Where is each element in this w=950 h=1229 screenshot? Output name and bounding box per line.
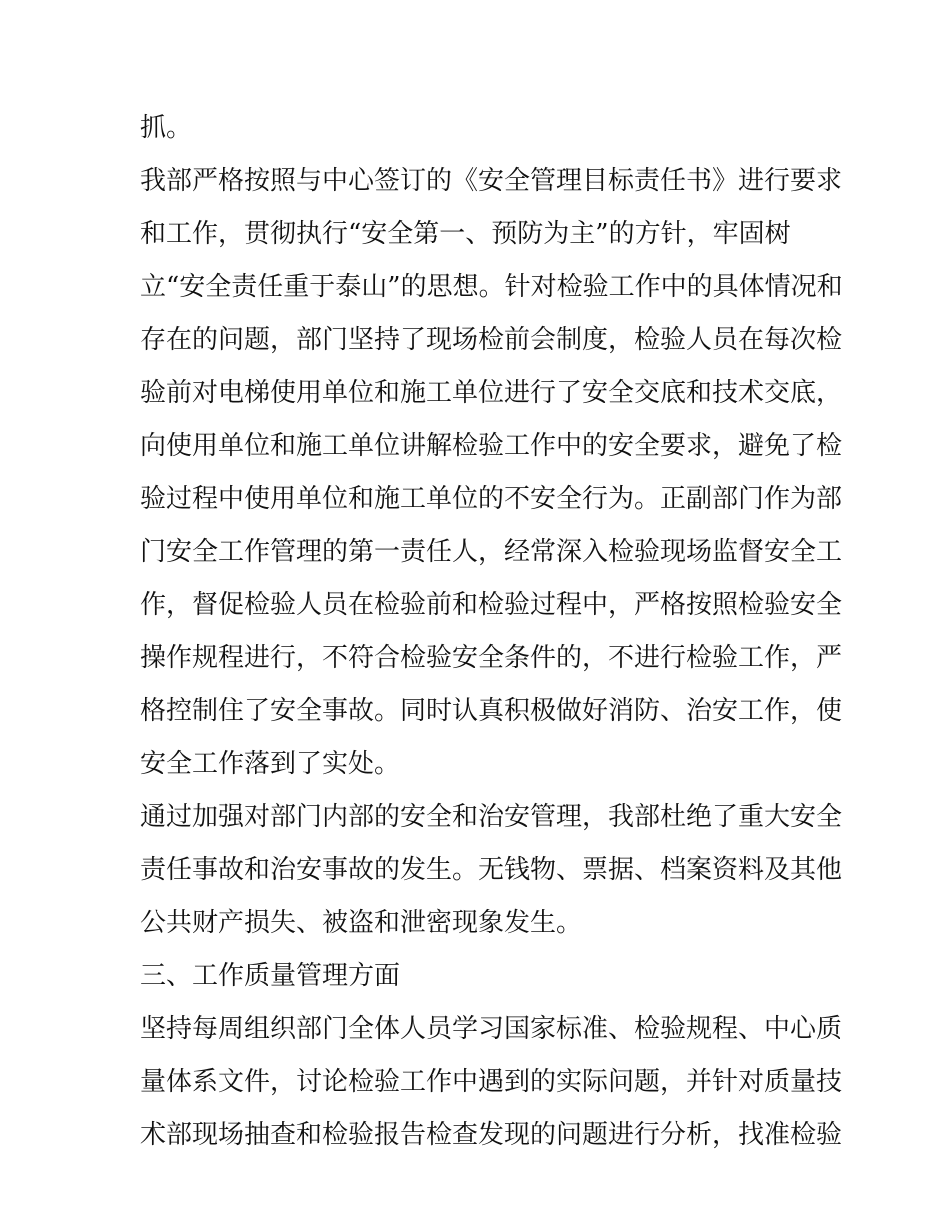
text-line: 操作规程进行，不符合检验安全条件的，不进行检验工作，严 xyxy=(140,643,843,673)
text-line: 立“安全责任重于泰山”的思想。针对检验工作中的具体情况和 xyxy=(140,272,843,302)
text-line: 抓。 xyxy=(140,113,193,143)
text-line: 验过程中使用单位和施工单位的不安全行为。正副部门作为部 xyxy=(140,484,843,514)
text-line: 存在的问题，部门坚持了现场检前会制度，检验人员在每次检 xyxy=(140,325,843,355)
text-line: 坚持每周组织部门全体人员学习国家标准、检验规程、中心质 xyxy=(140,1014,843,1044)
text-line: 向使用单位和施工单位讲解检验工作中的安全要求，避免了检 xyxy=(140,431,843,461)
text-line: 作，督促检验人员在检验前和检验过程中，严格按照检验安全 xyxy=(140,590,843,620)
text-line: 量体系文件，讨论检验工作中遇到的实际问题，并针对质量技 xyxy=(140,1067,843,1097)
text-line: 门安全工作管理的第一责任人，经常深入检验现场监督安全工 xyxy=(140,537,843,567)
text-line: 公共财产损失、被盗和泄密现象发生。 xyxy=(140,908,583,938)
text-line: 和工作，贯彻执行“安全第一、预防为主”的方针，牢固树 xyxy=(140,219,791,249)
text-line: 验前对电梯使用单位和施工单位进行了安全交底和技术交底， xyxy=(140,378,843,408)
text-line: 责任事故和治安事故的发生。无钱物、票据、档案资料及其他 xyxy=(140,855,843,885)
text-line: 我部严格按照与中心签订的《安全管理目标责任书》进行要求 xyxy=(140,166,843,196)
section-heading: 三、工作质量管理方面 xyxy=(140,961,401,991)
text-line: 通过加强对部门内部的安全和治安管理，我部杜绝了重大安全 xyxy=(140,802,843,832)
text-line: 术部现场抽查和检验报告检查发现的问题进行分析，找准检验 xyxy=(140,1120,843,1150)
text-line: 安全工作落到了实处。 xyxy=(140,749,401,779)
text-line: 格控制住了安全事故。同时认真积极做好消防、治安工作，使 xyxy=(140,696,843,726)
